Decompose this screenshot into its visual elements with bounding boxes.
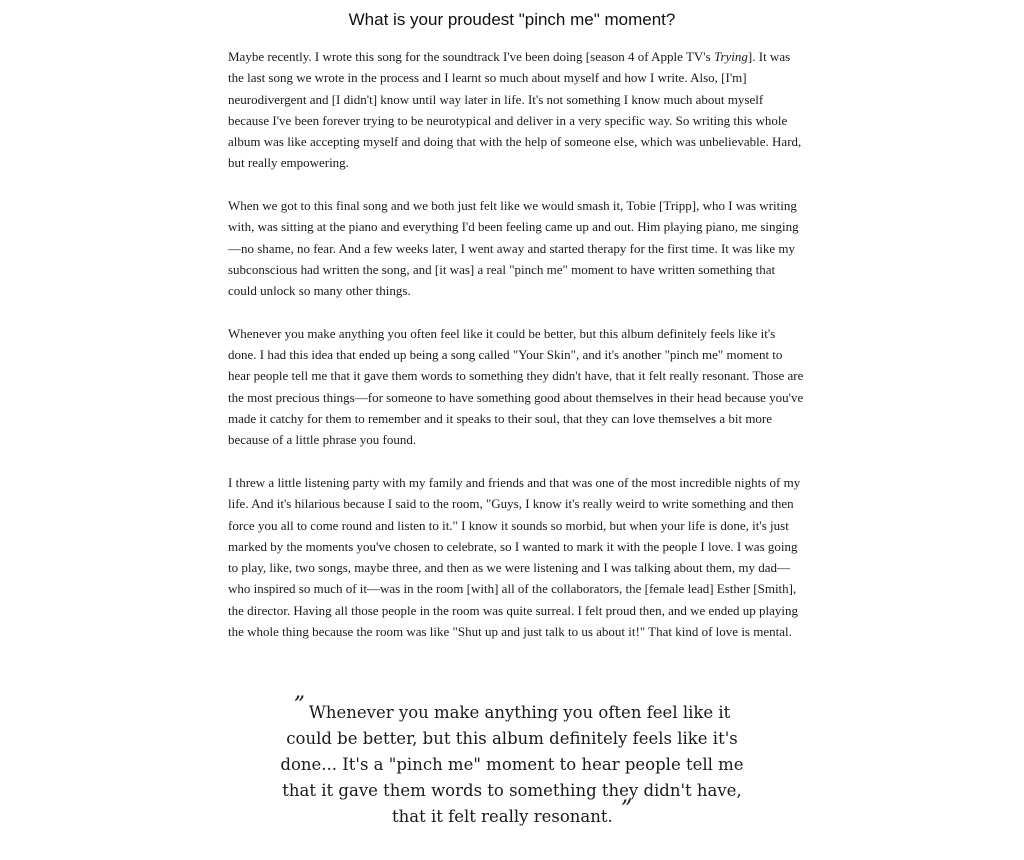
paragraph-text: ]. It was the last song we wrote in the process and I learnt so much about myself and how I write. Also, [I'm] neurodivergent and [I didn't] know until way later in life. It's not something I know much about myself because I've been forever trying to be neurotypical and deliver in a very specific way. So writing this whole album was like accepting myself and doing that with the help of someone else, which was unbelievable. Hard, but really empowering. <box>228 49 802 171</box>
italic-title-text: Trying <box>713 49 748 64</box>
article-paragraph <box>228 195 804 301</box>
pull-quote-text: Whenever you make anything you often feel like it could be better, but this album definitely feels like it's done... It's a "pinch me" moment to hear people tell me that it gave them words to something they didn't have, that it felt really resonant. <box>280 703 744 826</box>
paragraph-text: Maybe recently. I wrote this song for the soundtrack I've been doing [season 4 of Apple TV's <box>228 49 714 64</box>
page-title: What is your proudest "pinch me" moment? <box>348 10 676 29</box>
article-paragraph <box>228 46 804 174</box>
close-quote-mark: ” <box>620 797 633 822</box>
open-quote-mark: ” <box>293 693 305 718</box>
article-paragraph <box>228 472 804 642</box>
article-body <box>228 46 804 664</box>
article-paragraph <box>228 323 804 451</box>
paragraph-text: I threw a little listening party with my family and friends and that was one of the most incredible nights of my life. And it's hilarious because I said to the room, "Guys, I know it's really weird to write something and then force you all to come round and listen to it." I know it sounds so morbid, but when your life is done, it's just marked by the moments you've chosen to celebrate, so I wanted to mark it with the people I love. I was going to play, like, two songs, maybe three, and then as we were listening and I was talking about them, my dad—who inspired so much of it—was in the room [with] all of the collaborators, the [female lead] Esther [Smith], the director. Having all those people in the room was quite surreal. I felt proud then, and we ended up playing the whole thing because the room was like "Shut up and just talk to us about it!" That kind of love is mental. <box>228 474 801 640</box>
paragraph-text: Whenever you make anything you often feel like it could be better, but this album definitely feels like it's done. I had this idea that ended up being a song called "Your Skin", and it's another "pinch me" moment to hear people tell me that it gave them words to something they didn't have, that it felt really resonant. Those are the most precious things—for someone to have something good about themselves in their head because you've made it catchy for them to remember and it speaks to their soul, that they can love themselves a bit more because of a little phrase you found. <box>228 325 804 448</box>
pull-quote <box>272 693 752 830</box>
paragraph-text: When we got to this final song and we both just felt like we would smash it, Tobie [Tripp], who I was writing with, was sitting at the piano and everything I'd been feeling came up and out. Him playing piano, me singing—no shame, no fear. And a few weeks later, I went away and started therapy for the first time. It was like my subconscious had written the song, and [it was] a real "pinch me" moment to have written something that could unlock so many other things. <box>228 198 799 299</box>
